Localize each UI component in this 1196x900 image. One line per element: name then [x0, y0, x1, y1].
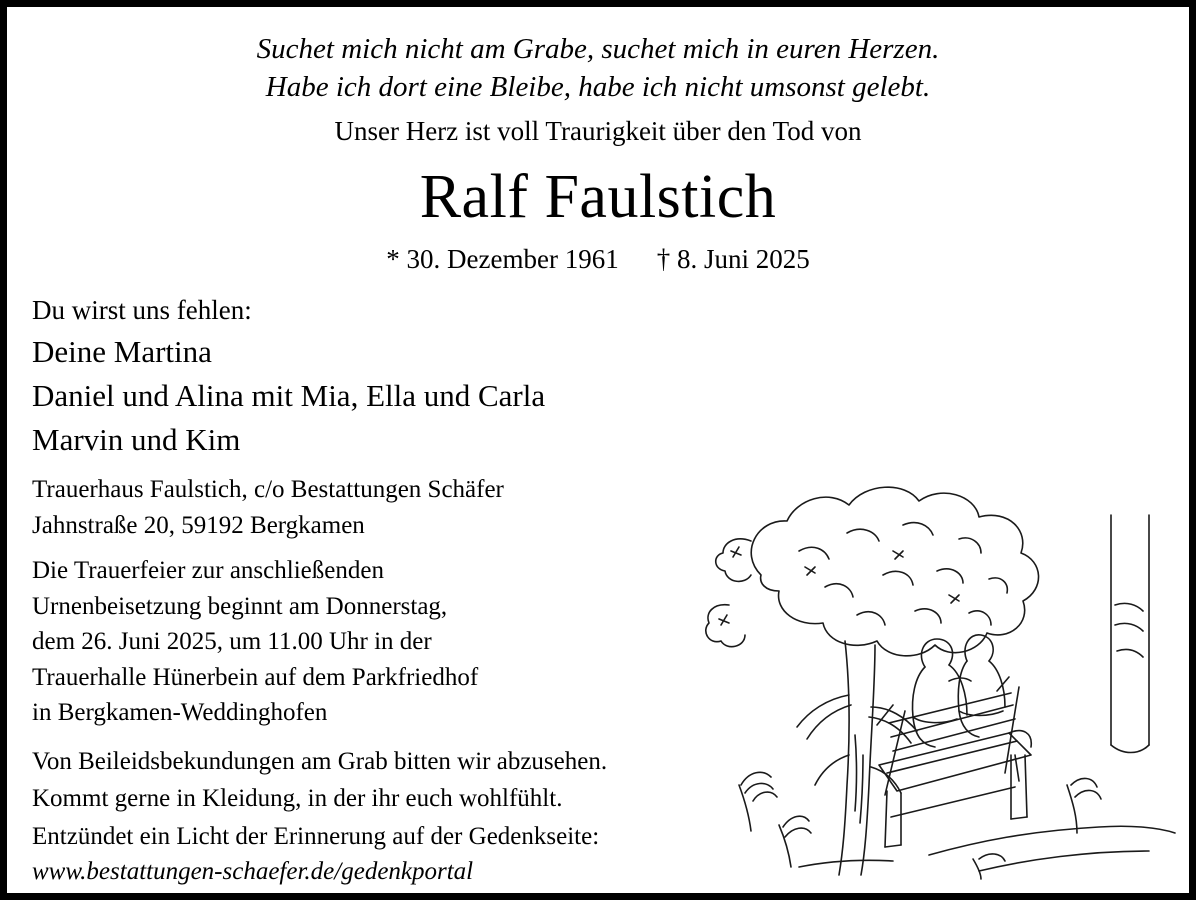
- body-text: [32, 295, 732, 889]
- intro-line: Unser Herz ist voll Traurigkeit über den Tod von: [334, 116, 862, 147]
- ceremony-line: dem 26. Juni 2025, um 11.00 Uhr in der: [32, 628, 432, 656]
- memorial-invitation: Entzündet ein Licht der Erinnerung auf der Gedenkseite:: [32, 822, 600, 850]
- verse-line-1: Suchet mich nicht am Grabe, suchet mich in euren Herzen.: [256, 33, 940, 65]
- notice-inner: [7, 7, 1189, 893]
- ceremony-line: in Bergkamen-Weddinghofen: [32, 699, 328, 727]
- ceremony-line: Urnenbeisetzung beginnt am Donnerstag,: [32, 592, 448, 620]
- family-member-line: Deine Martina: [32, 334, 212, 369]
- bench-under-tree-illustration: [679, 455, 1179, 885]
- request-dress-code: Kommt gerne in Kleidung, in der ihr euch wohlfühlt.: [32, 785, 563, 813]
- verse-line-2: Habe ich dort eine Bleibe, habe ich nicht umsonst gelebt.: [265, 70, 931, 103]
- life-dates: [7, 244, 1189, 275]
- family-list: [32, 330, 732, 462]
- ceremony-line: Die Trauerfeier zur anschließenden: [32, 557, 384, 585]
- family-member-line: Marvin und Kim: [32, 422, 241, 458]
- death-date: † 8. Juni 2025: [656, 244, 810, 275]
- request-no-condolences: Von Beileidsbekundungen am Grab bitten wir abzusehen.: [32, 747, 608, 775]
- deceased-name: Ralf Faulstich: [419, 163, 777, 232]
- address-block: [32, 472, 732, 543]
- address-line: Jahnstraße 20, 59192 Bergkamen: [32, 511, 365, 539]
- address-line: Trauerhaus Faulstich, c/o Bestattungen Schäfer: [32, 476, 504, 504]
- memorial-url: www.bestattungen-schaefer.de/gedenkportal: [32, 858, 474, 886]
- birth-date: * 30. Dezember 1961: [386, 244, 619, 275]
- verse: [7, 31, 1189, 106]
- ceremony-block: [32, 553, 732, 731]
- family-member-line: Daniel und Alina mit Mia, Ella und Carla: [32, 378, 546, 414]
- lead-line: Du wirst uns fehlen:: [32, 295, 252, 325]
- ceremony-line: Trauerhalle Hünerbein auf dem Parkfriedhof: [32, 663, 479, 691]
